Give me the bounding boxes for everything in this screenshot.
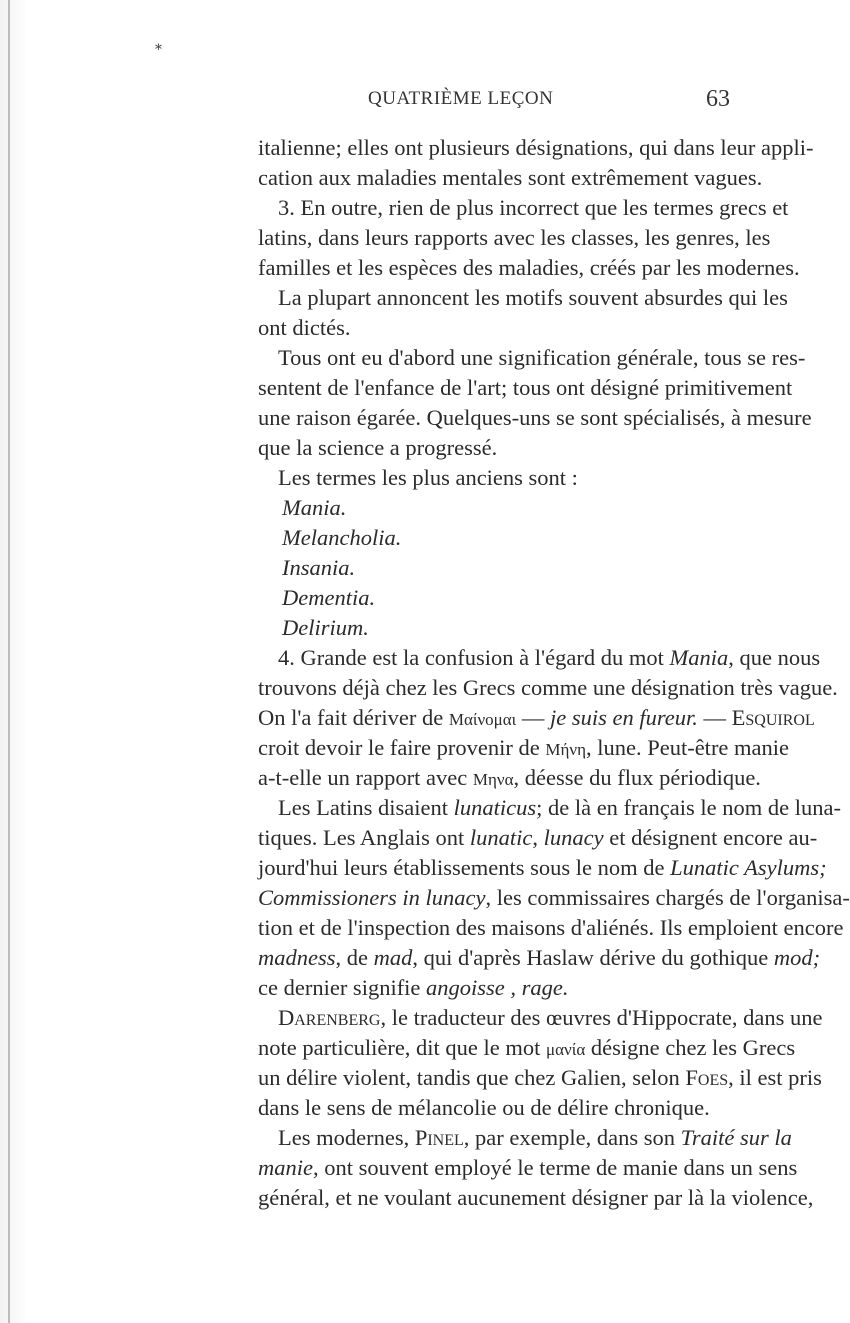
text-run: tiques. Les Anglais ont [258,825,470,850]
text-line: tion et de l'inspection des maisons d'aliénés. Ils emploient encore [258,915,844,940]
text-run: , les commissaires chargés de l'organisa- [485,885,850,910]
italic-term: lunaticus [453,795,537,820]
text-line: une raison égarée. Quelques-uns se sont spécialisés, à mesure [258,405,812,430]
text-run: , lune. Peut-être manie [585,735,790,760]
italic-term: Lunatic Asylums; [670,855,827,880]
text-line [278,1123,792,1153]
text-line: trouvons déjà chez les Grecs comme une désignation très vague. [258,675,838,700]
text-line: Les termes les plus anciens sont : [278,465,578,490]
text-line [258,883,850,913]
term-dementia: Dementia. [282,585,376,610]
text-line [258,763,761,793]
italic-title: manie [258,1155,313,1180]
text-line: général, et ne voulant aucunement désigner par là la violence, [258,1185,814,1210]
text-run: On l'a fait dériver de [258,705,449,730]
text-line [258,1063,822,1093]
author-name: Darenberg [278,1005,381,1030]
text-run: , [532,825,544,850]
text-run: croit devoir le faire provenir de [258,735,546,760]
italic-term: mad [373,945,413,970]
text-run: , par exemple, dans son [463,1125,681,1150]
greek-word: Μαίνομαι [448,710,517,729]
italic-term: Mania [669,645,729,670]
text-run: jourd'hui leurs établissements sous le nom de [258,855,671,880]
text-line [258,943,821,973]
text-line [278,793,841,823]
text-line: ont dictés. [258,315,351,340]
text-line: cation aux maladies mentales sont extrêmement vagues. [258,165,763,190]
italic-term: mod; [773,945,821,970]
text-line [258,733,790,763]
italic-phrase: je suis en fureur. [549,705,698,730]
text-line: 3. En outre, rien de plus incorrect que les termes grecs et [278,195,789,220]
text-run: 4. Grande est la confusion à l'égard du mot [278,645,670,670]
text-run: , le traducteur des œuvres d'Hippocrate, dans une [380,1005,823,1030]
text-line: sentent de l'enfance de l'art; tous ont désigné primitivement [258,375,793,400]
text-run: note particulière, dit que le mot [258,1035,547,1060]
text-run: Les modernes, [278,1125,415,1150]
text-line: Tous ont eu d'abord une signification générale, tous se res- [278,345,806,370]
margin-mark: * [155,42,162,58]
text-run: , de [335,945,374,970]
text-run: et désignent encore au- [603,825,818,850]
text-line [278,1003,823,1033]
italic-term: madness [258,945,336,970]
italic-term: Commissioners in lunacy [258,885,486,910]
text-line [258,1153,798,1183]
text-line [258,1033,796,1063]
greek-word: Μηνα [472,770,514,789]
text-line [258,973,569,1003]
text-run: , que nous [728,645,821,670]
text-run: — [697,705,732,730]
page-number: 63 [706,86,730,112]
text-line [278,643,821,673]
text-run: a-t-elle un rapport avec [258,765,473,790]
author-name: Pinel [414,1125,464,1150]
text-line: dans le sens de mélancolie ou de délire chronique. [258,1095,710,1120]
italic-term: lunatic [469,825,533,850]
text-line: latins, dans leurs rapports avec les classes, les genres, les [258,225,771,250]
term-melancholia: Melancholia. [282,525,402,550]
text-run: , déesse du flux périodique. [513,765,761,790]
text-line [258,823,818,853]
text-run: , qui d'après Haslaw dérive du gothique [412,945,774,970]
author-name: Esquirol [731,705,815,730]
text-run: Les Latins disaient [278,795,454,820]
text-line [258,703,815,733]
italic-phrase: angoisse , rage. [426,975,569,1000]
author-name: Foes [685,1065,729,1090]
term-delirium: Delirium. [282,615,369,640]
text-line: La plupart annoncent les motifs souvent absurdes qui les [278,285,788,310]
text-run: — [516,705,550,730]
text-run: un délire violent, tandis que chez Galien, selon [258,1065,686,1090]
term-mania: Mania. [282,495,347,520]
greek-word: Μήνη [545,740,586,759]
page-edge-shadow [8,0,10,1323]
greek-word: μανία [546,1040,586,1059]
text-run: , il est pris [728,1065,822,1090]
text-line [258,853,827,883]
running-head: QUATRIÈME LEÇON [368,88,554,109]
text-line: italienne; elles ont plusieurs désignations, qui dans leur appli- [258,135,814,160]
text-line: familles et les espèces des maladies, créés par les modernes. [258,255,800,280]
text-run: ce dernier signifie [258,975,427,1000]
text-run: ; de là en français le nom de luna- [536,795,841,820]
italic-title: Traité sur la [680,1125,792,1150]
text-run: désigne chez les Grecs [585,1035,796,1060]
text-line: que la science a progressé. [258,435,498,460]
italic-term: lunacy [543,825,604,850]
term-insania: Insania. [282,555,356,580]
text-run: , ont souvent employé le terme de manie dans un sens [313,1155,798,1180]
